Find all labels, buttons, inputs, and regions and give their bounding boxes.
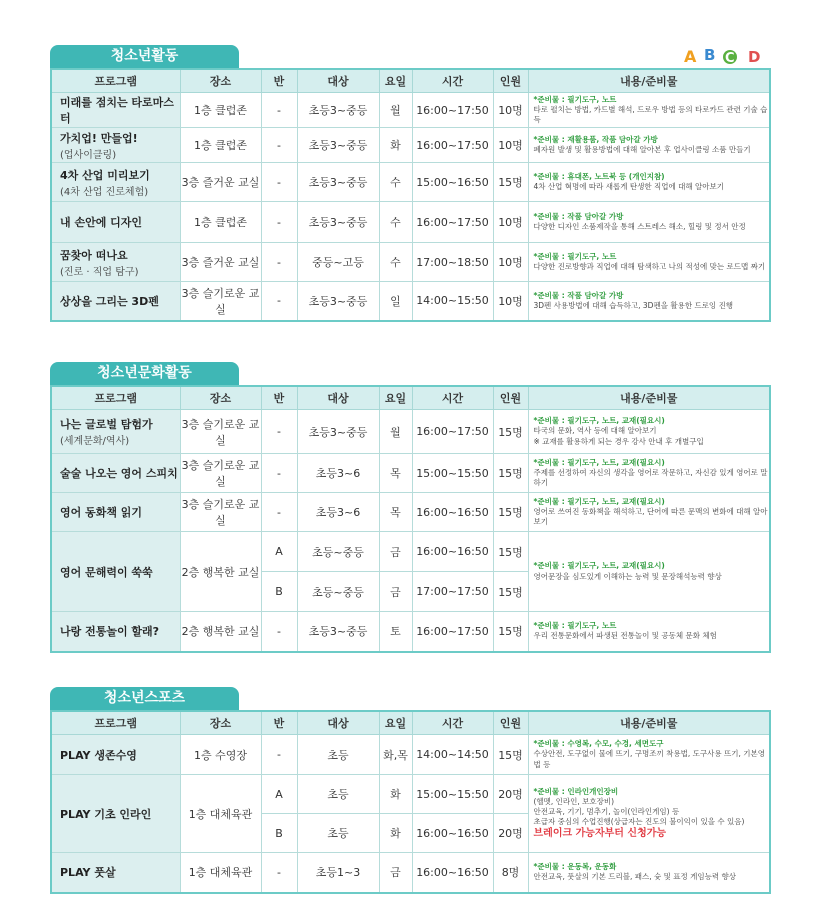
target-cell: 초등3~중등 [297,163,379,202]
desc-cell: *준비물 : 재활용품, 작품 담아갈 가방 폐자원 발생 및 활용방법에 대해 알아본 후 업사이클링 소품 만들기 [528,128,770,163]
desc-cell: *준비물 : 필기도구, 노트, 교재(필요시) 주제를 선정하여 자신의 생각을 영어로 작문하고, 자신감 있게 영어로 말하기 [528,454,770,493]
target-cell: 초등3~중등 [297,410,379,454]
desc-cell: *준비물 : 필기도구, 노트, 교재(필요시) 타국의 문화, 역사 등에 대해 알아보기 ※ 교재를 활용하게 되는 경우 강사 안내 후 개별구입 [528,410,770,454]
col-header: 요일 [379,69,412,93]
day-cell: 화 [379,814,412,853]
section-title: 청소년활동 [50,45,239,68]
col-header: 반 [261,386,297,410]
table-header-row [51,711,770,735]
capacity-cell: 15명 [493,493,528,532]
class-cell: - [261,243,297,282]
time-cell: 16:00~16:50 [412,814,493,853]
program-table [50,710,771,894]
col-header: 요일 [379,386,412,410]
table-row [51,128,770,163]
day-cell: 화 [379,775,412,814]
desc-cell: *준비물 : 인라인개인장비 (헬멧, 인라인, 보호장비) 안전교육, 기기, 멈추기, 놀이(인라인게임) 등 초급자 중심의 수업진행(상급자는 진도의 불이익이 있을 수 있음) 브레이크 가능자부터 신청가능 [528,775,770,853]
col-header: 반 [261,69,297,93]
target-cell: 초등3~중등 [297,612,379,652]
desc-cell: *준비물 : 필기도구, 노트 타로 펼치는 방법, 카드별 해석, 드로우 방법 등의 타로카드 관련 기술 습득 [528,93,770,128]
class-cell: B [261,814,297,853]
col-header: 프로그램 [51,386,180,410]
table-row [51,454,770,493]
desc-cell: *준비물 : 휴대폰, 노트북 등 (개인지참) 4차 산업 혁명에 따라 새롭게 탄생한 직업에 대해 알아보기 [528,163,770,202]
day-cell: 월 [379,93,412,128]
col-header: 인원 [493,386,528,410]
class-cell: A [261,775,297,814]
class-cell: - [261,410,297,454]
col-header: 장소 [180,386,261,410]
capacity-cell: 10명 [493,202,528,243]
capacity-cell: 15명 [493,454,528,493]
day-cell: 화 [379,128,412,163]
program-name: 미래를 점치는 타로마스터 [51,93,180,128]
time-cell: 17:00~17:50 [412,572,493,612]
target-cell: 초등3~6 [297,493,379,532]
logo-letter-c: C [725,51,735,66]
col-header: 시간 [412,386,493,410]
logo-letter-d: D [748,48,761,66]
place-cell: 3층 슬기로운 교실 [180,454,261,493]
col-header: 대상 [297,69,379,93]
desc-cell: *준비물 : 수영복, 수모, 수경, 세면도구 수상안전, 도구없이 물에 뜨기, 구명조끼 착용법, 도구사용 뜨기, 기본영법 등 [528,735,770,775]
time-cell: 15:00~16:50 [412,163,493,202]
capacity-cell: 10명 [493,243,528,282]
program-name: 상상을 그리는 3D펜 [51,282,180,321]
desc-cell: *준비물 : 작품 담아갈 가방 다양한 디자인 소품제작을 통해 스트레스 해소, 힐링 및 정서 안정 [528,202,770,243]
target-cell: 초등 [297,814,379,853]
program-name: 꿈찾아 떠나요 (진로 · 직업 탐구) [51,243,180,282]
place-cell: 3층 슬기로운 교실 [180,410,261,454]
table-row [51,853,770,893]
program-name: PLAY 생존수영 [51,735,180,775]
class-cell: B [261,572,297,612]
table-header-row [51,69,770,93]
abcd-logo-icon [682,44,774,66]
capacity-cell: 20명 [493,814,528,853]
class-cell: - [261,454,297,493]
desc-cell: *준비물 : 작품 담아갈 가방 3D펜 사용방법에 대해 습득하고, 3D펜을 활용한 드로잉 진행 [528,282,770,321]
class-cell: - [261,853,297,893]
target-cell: 초등3~중등 [297,282,379,321]
day-cell: 금 [379,853,412,893]
class-cell: - [261,282,297,321]
place-cell: 1층 클럽존 [180,202,261,243]
target-cell: 초등 [297,735,379,775]
day-cell: 금 [379,572,412,612]
program-name: 나랑 전통놀이 할래? [51,612,180,652]
class-cell: - [261,163,297,202]
time-cell: 16:00~16:50 [412,853,493,893]
time-cell: 14:00~14:50 [412,735,493,775]
place-cell: 1층 클럽존 [180,128,261,163]
time-cell: 16:00~17:50 [412,410,493,454]
capacity-cell: 15명 [493,410,528,454]
program-name: PLAY 기초 인라인 [51,775,180,853]
col-header: 인원 [493,69,528,93]
capacity-cell: 15명 [493,532,528,572]
place-cell: 3층 즐거운 교실 [180,243,261,282]
capacity-cell: 8명 [493,853,528,893]
class-cell: - [261,128,297,163]
place-cell: 2층 행복한 교실 [180,612,261,652]
day-cell: 금 [379,532,412,572]
day-cell: 일 [379,282,412,321]
place-cell: 3층 슬기로운 교실 [180,493,261,532]
table-header-row [51,386,770,410]
table-row [51,410,770,454]
class-cell: - [261,735,297,775]
program-name: 4차 산업 미리보기 (4차 산업 진로체험) [51,163,180,202]
col-header: 반 [261,711,297,735]
day-cell: 목 [379,493,412,532]
section-title: 청소년스포츠 [50,687,239,710]
program-name: 가치업! 만들업! (업사이클링) [51,128,180,163]
col-header: 내용/준비물 [528,386,770,410]
desc-cell: *준비물 : 필기도구, 노트 다양한 진로방향과 직업에 대해 탐색하고 나의 적성에 맞는 로드맵 짜기 [528,243,770,282]
target-cell: 초등1~3 [297,853,379,893]
day-cell: 토 [379,612,412,652]
table-row [51,493,770,532]
target-cell: 초등3~중등 [297,128,379,163]
col-header: 내용/준비물 [528,69,770,93]
col-header: 인원 [493,711,528,735]
day-cell: 수 [379,243,412,282]
table-row [51,202,770,243]
target-cell: 초등~중등 [297,572,379,612]
day-cell: 월 [379,410,412,454]
program-name: 영어 동화책 읽기 [51,493,180,532]
capacity-cell: 10명 [493,128,528,163]
program-name: 나는 글로벌 탐험가 (세계문화/역사) [51,410,180,454]
place-cell: 2층 행복한 교실 [180,532,261,612]
col-header: 대상 [297,386,379,410]
desc-cell: *준비물 : 필기도구, 노트, 교재(필요시) 영어로 쓰여진 동화책을 해석하고, 단어에 따른 문맥의 변화에 대해 알아보기 [528,493,770,532]
col-header: 내용/준비물 [528,711,770,735]
section-title: 청소년문화활동 [50,362,239,385]
class-cell: - [261,493,297,532]
program-name: 내 손안에 디자인 [51,202,180,243]
class-cell: - [261,202,297,243]
program-table [50,385,771,653]
capacity-cell: 15명 [493,735,528,775]
target-cell: 초등~중등 [297,532,379,572]
time-cell: 17:00~18:50 [412,243,493,282]
table-row [51,735,770,775]
desc-cell: *준비물 : 운동복, 운동화 안전교육, 풋살의 기본 드리블, 패스, 슛 및 표정 게임능력 향상 [528,853,770,893]
logo-letter-a: A [684,47,697,66]
day-cell: 화,목 [379,735,412,775]
time-cell: 16:00~17:50 [412,93,493,128]
table-row [51,93,770,128]
logo-letter-b: B [704,46,716,64]
capacity-cell: 15명 [493,572,528,612]
col-header: 요일 [379,711,412,735]
target-cell: 중등~고등 [297,243,379,282]
desc-cell: *준비물 : 필기도구, 노트 우리 전통문화에서 파생된 전통놀이 및 공동체 문화 체험 [528,612,770,652]
day-cell: 목 [379,454,412,493]
desc-cell: *준비물 : 필기도구, 노트, 교재(필요시) 영어문장을 심도있게 이해하는 능력 및 문장해석능력 향상 [528,532,770,612]
col-header: 시간 [412,711,493,735]
program-name: PLAY 풋살 [51,853,180,893]
place-cell: 1층 대체육관 [180,853,261,893]
time-cell: 16:00~17:50 [412,202,493,243]
time-cell: 15:00~15:50 [412,775,493,814]
time-cell: 16:00~17:50 [412,128,493,163]
time-cell: 14:00~15:50 [412,282,493,321]
target-cell: 초등3~중등 [297,93,379,128]
capacity-cell: 10명 [493,93,528,128]
col-header: 프로그램 [51,69,180,93]
col-header: 대상 [297,711,379,735]
day-cell: 수 [379,163,412,202]
capacity-cell: 15명 [493,163,528,202]
target-cell: 초등 [297,775,379,814]
capacity-cell: 15명 [493,612,528,652]
target-cell: 초등3~중등 [297,202,379,243]
target-cell: 초등3~6 [297,454,379,493]
program-table [50,68,771,322]
program-name: 영어 문해력이 쑥쑥 [51,532,180,612]
day-cell: 수 [379,202,412,243]
table-row [51,243,770,282]
time-cell: 16:00~16:50 [412,493,493,532]
class-cell: A [261,532,297,572]
col-header: 장소 [180,711,261,735]
table-row [51,532,770,572]
class-cell: - [261,612,297,652]
col-header: 장소 [180,69,261,93]
place-cell: 3층 즐거운 교실 [180,163,261,202]
place-cell: 1층 수영장 [180,735,261,775]
time-cell: 15:00~15:50 [412,454,493,493]
table-row [51,612,770,652]
capacity-cell: 20명 [493,775,528,814]
table-row [51,282,770,321]
time-cell: 16:00~17:50 [412,612,493,652]
table-row [51,163,770,202]
place-cell: 1층 클럽존 [180,93,261,128]
class-cell: - [261,93,297,128]
table-row [51,775,770,814]
place-cell: 1층 대체육관 [180,775,261,853]
place-cell: 3층 슬기로운 교실 [180,282,261,321]
time-cell: 16:00~16:50 [412,532,493,572]
col-header: 프로그램 [51,711,180,735]
program-name: 술술 나오는 영어 스피치 [51,454,180,493]
capacity-cell: 10명 [493,282,528,321]
col-header: 시간 [412,69,493,93]
